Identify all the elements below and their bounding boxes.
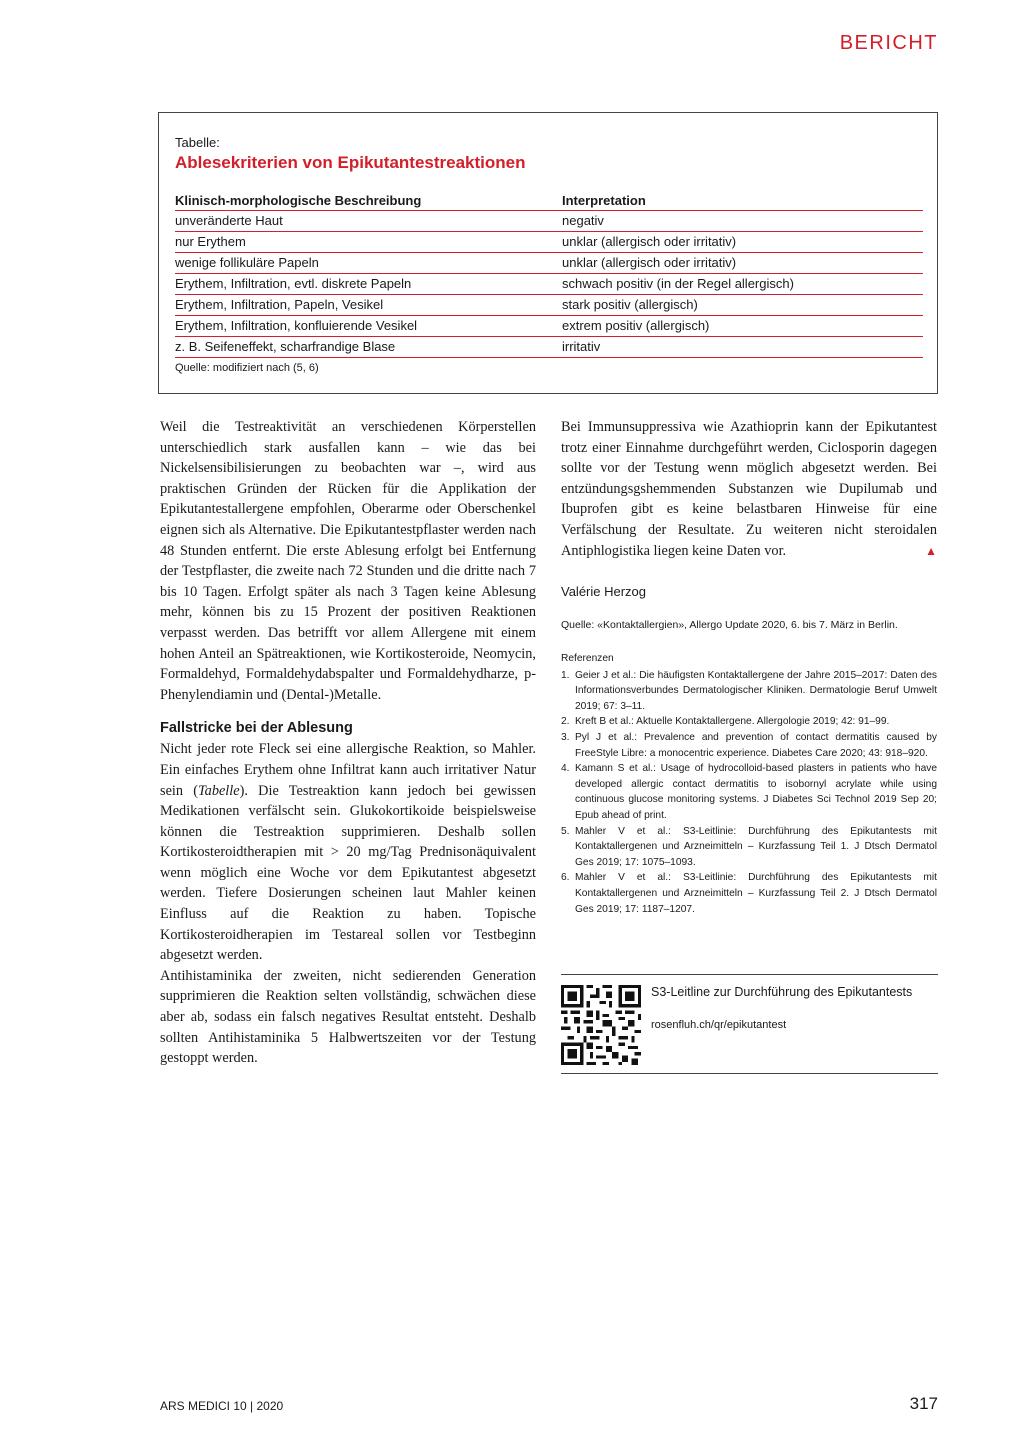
table-cell: negativ [562,211,923,232]
reference-text: Kamann S et al.: Usage of hydrocolloid-based plasters in patients who have developed allergic contact dermatitis to isobornyl acrylate while using continuous glucose monitoring systems. J Diabetes Sci Technol 2019 Sep 20; Epub ahead of print. [575,763,937,821]
body-paragraph [561,417,937,561]
end-of-article-icon: ▲ [925,543,937,558]
reference-number: 3. [561,731,570,743]
footer-journal: ARS MEDICI 10 | 2020 [160,1399,284,1413]
table-reference: Tabelle [198,782,240,799]
table-row [175,232,923,253]
reference-number: 4. [561,763,570,775]
table-cell: extrem positiv (allergisch) [562,316,923,337]
column-header: Klinisch-morphologische Beschreibung [175,190,562,211]
table-row [175,295,923,316]
table-cell: Erythem, Infiltration, evtl. diskrete Papeln [175,274,562,295]
qr-code-icon[interactable] [561,985,641,1065]
table-source: Quelle: modifiziert nach (5, 6) [175,362,319,374]
body-paragraph: Antihistaminika der zweiten, nicht sedierenden Generation supprimieren die Reaktion selten vollständig, schwächen diese aber ab, sodass ein falsch negatives Resultat entsteht. Deshalb sollten Antihistaminika 5 Halbwertszeiten vor der Testung gestoppt werden. [160,967,536,1067]
table-row [175,316,923,337]
section-label: BERICHT [839,32,938,54]
qr-title: S3-Leitline zur Durchführung des Epikutantests [651,985,913,999]
reference-item [561,668,937,715]
table-cell: Erythem, Infiltration, Papeln, Vesikel [175,295,562,316]
body-paragraph [160,739,536,966]
text-run: Nicht jeder rote Fleck sei eine allergische Reaktion, so Mahler. Ein einfaches Erythem ohne Infiltrat kann auch irritativer Natur sein ( [160,741,536,799]
left-column [160,417,536,1069]
table-cell: wenige follikuläre Papeln [175,253,562,274]
table-cell: unveränderte Haut [175,211,562,232]
table-row [175,211,923,232]
author-name: Valérie Herzog [561,584,647,599]
qr-url-link[interactable]: rosenfluh.ch/qr/epikutantest [651,1019,787,1031]
table-header-row [175,190,923,211]
references [561,651,937,917]
right-column [561,417,937,561]
table-cell: schwach positiv (in der Regel allergisch) [562,274,923,295]
criteria-table-box [158,112,938,394]
table-cell: stark positiv (allergisch) [562,295,923,316]
reference-number: 5. [561,825,570,837]
reference-item [561,761,937,823]
criteria-table [175,190,923,358]
reference-text: Pyl J et al.: Prevalence and prevention of contact dermatitis caused by FreeStyle Libre: a monocentric experience. Diabetes Care 2020; 43: 918–920. [575,731,937,759]
table-row [175,337,923,358]
reference-item [561,730,937,761]
page-number: 317 [909,1394,938,1413]
reference-number: 2. [561,716,570,728]
table-cell: unklar (allergisch oder irritativ) [562,232,923,253]
reference-text: Geier J et al.: Die häufigsten Kontaktallergene der Jahre 2015–2017: Daten des Informationsverbundes Dermatologischer Kliniken. Dermatologie Beruf Umwelt 2019; 67: 3–11. [575,669,937,712]
reference-item [561,714,937,730]
reference-number: 1. [561,669,570,681]
text-run: ). Die Testreaktion kann jedoch bei gewissen Medikationen verfälscht sein. Glukokortikoide beispielsweise können die Testreaktion supprimieren. Deshalb sollen Kortikosteroidtherapien mit > 20 mg/Tag Prednisonäquivalent wenn möglich eine Woche vor dem Epikutantest abgesetzt werden. Tiefere Dosierungen scheinen laut Mahler keinen Einfluss auf die Reaktion zu haben. Topische Kortikosteroidherapien im Testareal sollen vor Testbeginn abgesetzt werden. [160,782,536,964]
table-cell: unklar (allergisch oder irritativ) [562,253,923,274]
table-caption: Tabelle: [175,135,220,150]
table-cell: irritativ [562,337,923,358]
table-row [175,274,923,295]
reference-number: 6. [561,872,570,884]
table-title: Ablesekriterien von Epikutantestreaktionen [175,153,526,172]
reference-item [561,870,937,917]
text-run: Bei Immunsuppressiva wie Azathioprin kann der Epikutantest trotz einer Einnahme durchgeführt werden, Ciclosporin dagegen sollte vor der Testung wenn möglich abgesetzt werden. Bei entzündungsgshemmenden Substanzen wie Dupilumab und Ibuprofen gibt es keine belastbaren Hinweise für eine Verfälschung der Resultate. Zu weiteren nicht steroidalen Antiphlogistika liegen keine Daten vor. [561,419,937,559]
reference-text: Kreft B et al.: Aktuelle Kontaktallergene. Allergologie 2019; 42: 91–99. [575,716,890,728]
table-row [175,253,923,274]
references-heading: Referenzen [561,653,614,664]
reference-text: Mahler V et al.: S3-Leitlinie: Durchführung des Epikutantests mit Kontaktallergenen und Arzneimitteln – Kurzfassung Teil 1. J Dtsch Dermatol Ges 2019; 17: 1075–1093. [575,825,937,868]
subheading: Fallstricke bei der Ablesung [160,720,353,737]
references-list [561,668,937,918]
reference-text: Mahler V et al.: S3-Leitlinie: Durchführung des Epikutantests mit Kontaktallergenen und Arzneimitteln – Kurzfassung Teil 2. J Dtsch Dermatol Ges 2019; 17: 1187–1207. [575,872,937,915]
qr-link-block [561,974,938,1074]
table-cell: Erythem, Infiltration, konfluierende Vesikel [175,316,562,337]
column-header: Interpretation [562,190,923,211]
table-cell: nur Erythem [175,232,562,253]
reference-item [561,824,937,871]
body-paragraph: Weil die Testreaktivität an verschiedenen Körperstellen unterschiedlich stark ausfallen kann – wie das bei Nickelsensibilisierungen zu beobachten war –, wird aus praktischen Gründen der Rücken für die Applikation der Epikutantestallergene empfohlen, Oberarme oder Oberschenkel eignen sich als Alternative. Die Epikutantestpflaster werden nach 48 Stunden entfernt. Die erste Ablesung erfolgt bei Entfernung der Testpflaster, die zweite nach 72 Stunden und die dritte nach 7 bis 10 Tagen. Erfolgt später als nach 3 Tagen keine Ablesung mehr, können bis zu 15 Prozent der positiven Reaktionen verpasst werden. Das betrifft vor allem Allergene mit einem hohen Anteil an Spätreaktionen, wie Kortikosteroide, Neomycin, Formaldehyd, Formaldehydabspalter und Formaldehydharze, p-Phenylendiamin und (Dental-)Metalle. [160,419,536,703]
source-note: Quelle: «Kontaktallergien», Allergo Update 2020, 6. bis 7. März in Berlin. [561,619,898,631]
table-cell: z. B. Seifeneffekt, scharfrandige Blase [175,337,562,358]
